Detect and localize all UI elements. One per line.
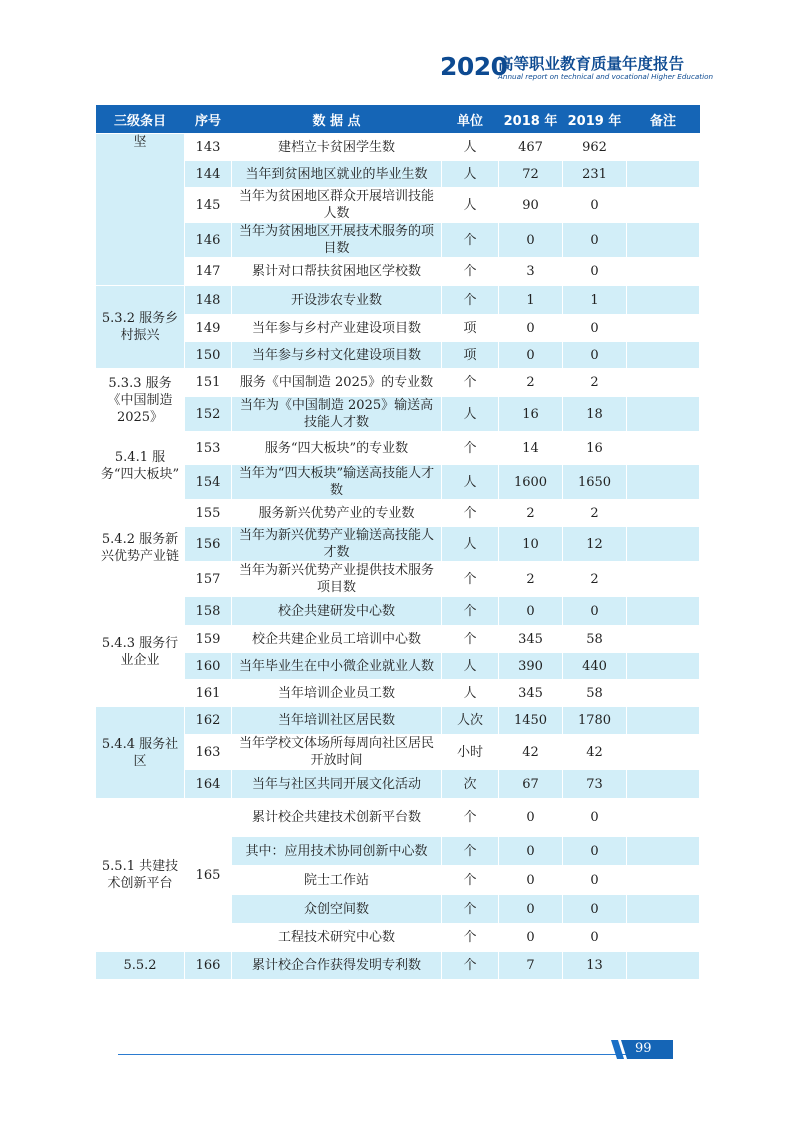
item-cell: 当年学校文体场所每周向社区居民开放时间 bbox=[232, 735, 442, 770]
note-cell bbox=[627, 342, 700, 369]
table-row bbox=[96, 188, 700, 223]
row-number-cell: 155 bbox=[185, 500, 232, 527]
table-row bbox=[96, 223, 700, 258]
unit-cell: 人 bbox=[442, 134, 499, 161]
table-row bbox=[96, 707, 700, 735]
unit-cell: 人 bbox=[442, 653, 499, 680]
note-cell bbox=[627, 369, 700, 397]
section-cell: 5.4.1 服务“四大板块” bbox=[96, 432, 185, 500]
row-number-cell: 156 bbox=[185, 527, 232, 562]
item-cell: 累计校企合作获得发明专利数 bbox=[232, 952, 442, 980]
table-row bbox=[96, 258, 700, 286]
note-cell bbox=[627, 680, 700, 707]
item-cell: 累计校企共建技术创新平台数 bbox=[232, 799, 442, 837]
column-header-2019: 2019 年 bbox=[563, 105, 627, 134]
value-2019-cell: 16 bbox=[563, 432, 627, 465]
row-number-cell: 160 bbox=[185, 653, 232, 680]
note-cell bbox=[627, 432, 700, 465]
note-cell bbox=[627, 770, 700, 799]
table-row bbox=[96, 527, 700, 562]
value-2019-cell: 58 bbox=[563, 626, 627, 653]
item-cell: 当年毕业生在中小微企业就业人数 bbox=[232, 653, 442, 680]
note-cell bbox=[627, 626, 700, 653]
item-cell: 当年为新兴优势产业输送高技能人才数 bbox=[232, 527, 442, 562]
item-cell: 累计对口帮扶贫困地区学校数 bbox=[232, 258, 442, 286]
value-2018-cell: 1 bbox=[499, 286, 563, 315]
value-2018-cell: 1600 bbox=[499, 465, 563, 500]
value-2019-cell: 42 bbox=[563, 735, 627, 770]
value-2018-cell: 390 bbox=[499, 653, 563, 680]
note-cell bbox=[627, 161, 700, 188]
column-header-item: 数 据 点 bbox=[232, 105, 442, 134]
unit-cell: 人 bbox=[442, 397, 499, 432]
row-number-cell: 146 bbox=[185, 223, 232, 258]
row-number-cell: 153 bbox=[185, 432, 232, 465]
value-2018-cell: 0 bbox=[499, 315, 563, 342]
table-row bbox=[96, 369, 700, 397]
table-row bbox=[96, 397, 700, 432]
item-cell: 当年培训社区居民数 bbox=[232, 707, 442, 735]
unit-cell: 个 bbox=[442, 866, 499, 895]
value-2019-cell: 0 bbox=[563, 188, 627, 223]
item-cell: 当年为《中国制造 2025》输送高技能人才数 bbox=[232, 397, 442, 432]
note-cell bbox=[627, 735, 700, 770]
value-2018-cell: 0 bbox=[499, 895, 563, 924]
item-cell: 众创空间数 bbox=[232, 895, 442, 924]
item-cell: 校企共建企业员工培训中心数 bbox=[232, 626, 442, 653]
item-cell: 当年为贫困地区群众开展培训技能人数 bbox=[232, 188, 442, 223]
row-number-cell: 149 bbox=[185, 315, 232, 342]
value-2019-cell: 231 bbox=[563, 161, 627, 188]
data-table bbox=[95, 105, 700, 980]
note-cell bbox=[627, 223, 700, 258]
unit-cell: 人次 bbox=[442, 707, 499, 735]
value-2019-cell: 2 bbox=[563, 369, 627, 397]
row-number-cell: 165 bbox=[185, 799, 232, 952]
value-2019-cell: 0 bbox=[563, 799, 627, 837]
note-cell bbox=[627, 134, 700, 161]
unit-cell: 人 bbox=[442, 188, 499, 223]
unit-cell: 个 bbox=[442, 597, 499, 626]
row-number-cell: 151 bbox=[185, 369, 232, 397]
table-row bbox=[96, 562, 700, 597]
value-2018-cell: 0 bbox=[499, 866, 563, 895]
row-number-cell: 148 bbox=[185, 286, 232, 315]
table-row bbox=[96, 286, 700, 315]
value-2018-cell: 67 bbox=[499, 770, 563, 799]
column-header-section: 三级条目 bbox=[96, 105, 185, 134]
section-cell: 5.5.2 bbox=[96, 952, 185, 980]
unit-cell: 次 bbox=[442, 770, 499, 799]
item-cell: 建档立卡贫困学生数 bbox=[232, 134, 442, 161]
table-row bbox=[96, 680, 700, 707]
section-cell: 5.4.3 服务行业企业 bbox=[96, 597, 185, 707]
row-number-cell: 166 bbox=[185, 952, 232, 980]
item-cell: 当年参与乡村产业建设项目数 bbox=[232, 315, 442, 342]
value-2018-cell: 1450 bbox=[499, 707, 563, 735]
unit-cell: 个 bbox=[442, 837, 499, 866]
item-cell: 开设涉农专业数 bbox=[232, 286, 442, 315]
value-2018-cell: 0 bbox=[499, 223, 563, 258]
note-cell bbox=[627, 562, 700, 597]
value-2019-cell: 1 bbox=[563, 286, 627, 315]
table-row bbox=[96, 465, 700, 500]
note-cell bbox=[627, 258, 700, 286]
row-number-cell: 164 bbox=[185, 770, 232, 799]
table-row bbox=[96, 626, 700, 653]
note-cell bbox=[627, 653, 700, 680]
note-cell bbox=[627, 465, 700, 500]
page-number-badge bbox=[611, 1040, 673, 1059]
value-2018-cell: 3 bbox=[499, 258, 563, 286]
section-cell: 5.4.4 服务社区 bbox=[96, 707, 185, 799]
value-2018-cell: 2 bbox=[499, 562, 563, 597]
note-cell bbox=[627, 527, 700, 562]
value-2018-cell: 0 bbox=[499, 924, 563, 952]
row-number-cell: 158 bbox=[185, 597, 232, 626]
value-2018-cell: 0 bbox=[499, 342, 563, 369]
section-cell: 5.5.1 共建技术创新平台 bbox=[96, 799, 185, 952]
value-2019-cell: 2 bbox=[563, 500, 627, 527]
table-row bbox=[96, 315, 700, 342]
row-number-cell: 162 bbox=[185, 707, 232, 735]
value-2019-cell: 18 bbox=[563, 397, 627, 432]
value-2019-cell: 962 bbox=[563, 134, 627, 161]
item-cell: 当年为新兴优势产业提供技术服务项目数 bbox=[232, 562, 442, 597]
section-cell: 5.4.2 服务新兴优势产业链 bbox=[96, 500, 185, 597]
row-number-cell: 152 bbox=[185, 397, 232, 432]
table-row bbox=[96, 134, 700, 161]
table-row bbox=[96, 735, 700, 770]
note-cell bbox=[627, 924, 700, 952]
note-cell bbox=[627, 952, 700, 980]
table-row bbox=[96, 952, 700, 980]
item-cell: 工程技术研究中心数 bbox=[232, 924, 442, 952]
unit-cell: 人 bbox=[442, 680, 499, 707]
page-number: 99 bbox=[635, 1041, 652, 1056]
table-row bbox=[96, 653, 700, 680]
item-cell: 院士工作站 bbox=[232, 866, 442, 895]
section-cell: 5.3.2 服务乡村振兴 bbox=[96, 286, 185, 369]
row-number-cell: 147 bbox=[185, 258, 232, 286]
item-cell: 当年为“四大板块”输送高技能人才数 bbox=[232, 465, 442, 500]
value-2018-cell: 467 bbox=[499, 134, 563, 161]
item-cell: 服务《中国制造 2025》的专业数 bbox=[232, 369, 442, 397]
table-row bbox=[96, 799, 700, 837]
item-cell: 当年参与乡村文化建设项目数 bbox=[232, 342, 442, 369]
item-cell: 当年到贫困地区就业的毕业生数 bbox=[232, 161, 442, 188]
table-row bbox=[96, 161, 700, 188]
unit-cell: 个 bbox=[442, 799, 499, 837]
value-2018-cell: 0 bbox=[499, 799, 563, 837]
column-header-no: 序号 bbox=[185, 105, 232, 134]
row-number-cell: 157 bbox=[185, 562, 232, 597]
report-year: 2020 bbox=[440, 52, 508, 81]
footer-line bbox=[118, 1054, 628, 1055]
note-cell bbox=[627, 895, 700, 924]
note-cell bbox=[627, 188, 700, 223]
value-2018-cell: 16 bbox=[499, 397, 563, 432]
value-2019-cell: 1780 bbox=[563, 707, 627, 735]
column-header-2018: 2018 年 bbox=[499, 105, 563, 134]
unit-cell: 个 bbox=[442, 432, 499, 465]
row-number-cell: 161 bbox=[185, 680, 232, 707]
item-cell: 当年与社区共同开展文化活动 bbox=[232, 770, 442, 799]
note-cell bbox=[627, 597, 700, 626]
value-2018-cell: 2 bbox=[499, 369, 563, 397]
value-2018-cell: 90 bbox=[499, 188, 563, 223]
value-2019-cell: 0 bbox=[563, 924, 627, 952]
column-header-unit: 单位 bbox=[442, 105, 499, 134]
value-2019-cell: 0 bbox=[563, 315, 627, 342]
item-cell: 服务新兴优势产业的专业数 bbox=[232, 500, 442, 527]
unit-cell: 个 bbox=[442, 924, 499, 952]
item-cell: 当年培训企业员工数 bbox=[232, 680, 442, 707]
unit-cell: 个 bbox=[442, 562, 499, 597]
column-header-note: 备注 bbox=[627, 105, 700, 134]
report-header bbox=[440, 50, 714, 90]
note-cell bbox=[627, 286, 700, 315]
value-2018-cell: 10 bbox=[499, 527, 563, 562]
table-header-row bbox=[96, 105, 700, 134]
value-2019-cell: 0 bbox=[563, 895, 627, 924]
value-2019-cell: 73 bbox=[563, 770, 627, 799]
table-row bbox=[96, 770, 700, 799]
value-2019-cell: 440 bbox=[563, 653, 627, 680]
unit-cell: 小时 bbox=[442, 735, 499, 770]
unit-cell: 项 bbox=[442, 315, 499, 342]
note-cell bbox=[627, 315, 700, 342]
note-cell bbox=[627, 397, 700, 432]
value-2019-cell: 13 bbox=[563, 952, 627, 980]
value-2018-cell: 7 bbox=[499, 952, 563, 980]
row-number-cell: 144 bbox=[185, 161, 232, 188]
table-row bbox=[96, 342, 700, 369]
note-cell bbox=[627, 500, 700, 527]
row-number-cell: 159 bbox=[185, 626, 232, 653]
section-cell: 5.3.3 服务《中国制造 2025》 bbox=[96, 369, 185, 432]
value-2019-cell: 0 bbox=[563, 597, 627, 626]
value-2019-cell: 0 bbox=[563, 866, 627, 895]
unit-cell: 个 bbox=[442, 258, 499, 286]
table-body bbox=[96, 134, 700, 980]
value-2018-cell: 72 bbox=[499, 161, 563, 188]
table-row bbox=[96, 597, 700, 626]
row-number-cell: 143 bbox=[185, 134, 232, 161]
unit-cell: 人 bbox=[442, 465, 499, 500]
note-cell bbox=[627, 799, 700, 837]
row-number-cell: 154 bbox=[185, 465, 232, 500]
value-2018-cell: 345 bbox=[499, 680, 563, 707]
value-2018-cell: 345 bbox=[499, 626, 563, 653]
note-cell bbox=[627, 707, 700, 735]
item-cell: 校企共建研发中心数 bbox=[232, 597, 442, 626]
value-2018-cell: 0 bbox=[499, 837, 563, 866]
unit-cell: 个 bbox=[442, 500, 499, 527]
value-2019-cell: 1650 bbox=[563, 465, 627, 500]
value-2019-cell: 12 bbox=[563, 527, 627, 562]
item-cell: 服务“四大板块”的专业数 bbox=[232, 432, 442, 465]
unit-cell: 个 bbox=[442, 369, 499, 397]
unit-cell: 个 bbox=[442, 223, 499, 258]
item-cell: 当年为贫困地区开展技术服务的项目数 bbox=[232, 223, 442, 258]
table-row bbox=[96, 432, 700, 465]
unit-cell: 个 bbox=[442, 952, 499, 980]
value-2018-cell: 14 bbox=[499, 432, 563, 465]
value-2018-cell: 42 bbox=[499, 735, 563, 770]
unit-cell: 个 bbox=[442, 626, 499, 653]
value-2018-cell: 2 bbox=[499, 500, 563, 527]
unit-cell: 个 bbox=[442, 895, 499, 924]
report-subtitle: Annual report on technical and vocational Higher Education bbox=[498, 72, 714, 81]
value-2019-cell: 2 bbox=[563, 562, 627, 597]
note-cell bbox=[627, 837, 700, 866]
note-cell bbox=[627, 866, 700, 895]
value-2018-cell: 0 bbox=[499, 597, 563, 626]
unit-cell: 人 bbox=[442, 527, 499, 562]
item-cell: 其中：应用技术协同创新中心数 bbox=[232, 837, 442, 866]
value-2019-cell: 0 bbox=[563, 837, 627, 866]
unit-cell: 个 bbox=[442, 286, 499, 315]
value-2019-cell: 0 bbox=[563, 258, 627, 286]
unit-cell: 人 bbox=[442, 161, 499, 188]
value-2019-cell: 0 bbox=[563, 223, 627, 258]
value-2019-cell: 58 bbox=[563, 680, 627, 707]
section-cell: 坚 bbox=[96, 134, 185, 286]
value-2019-cell: 0 bbox=[563, 342, 627, 369]
row-number-cell: 145 bbox=[185, 188, 232, 223]
table-row bbox=[96, 500, 700, 527]
row-number-cell: 150 bbox=[185, 342, 232, 369]
unit-cell: 项 bbox=[442, 342, 499, 369]
report-title: 高等职业教育质量年度报告 bbox=[498, 55, 685, 73]
row-number-cell: 163 bbox=[185, 735, 232, 770]
